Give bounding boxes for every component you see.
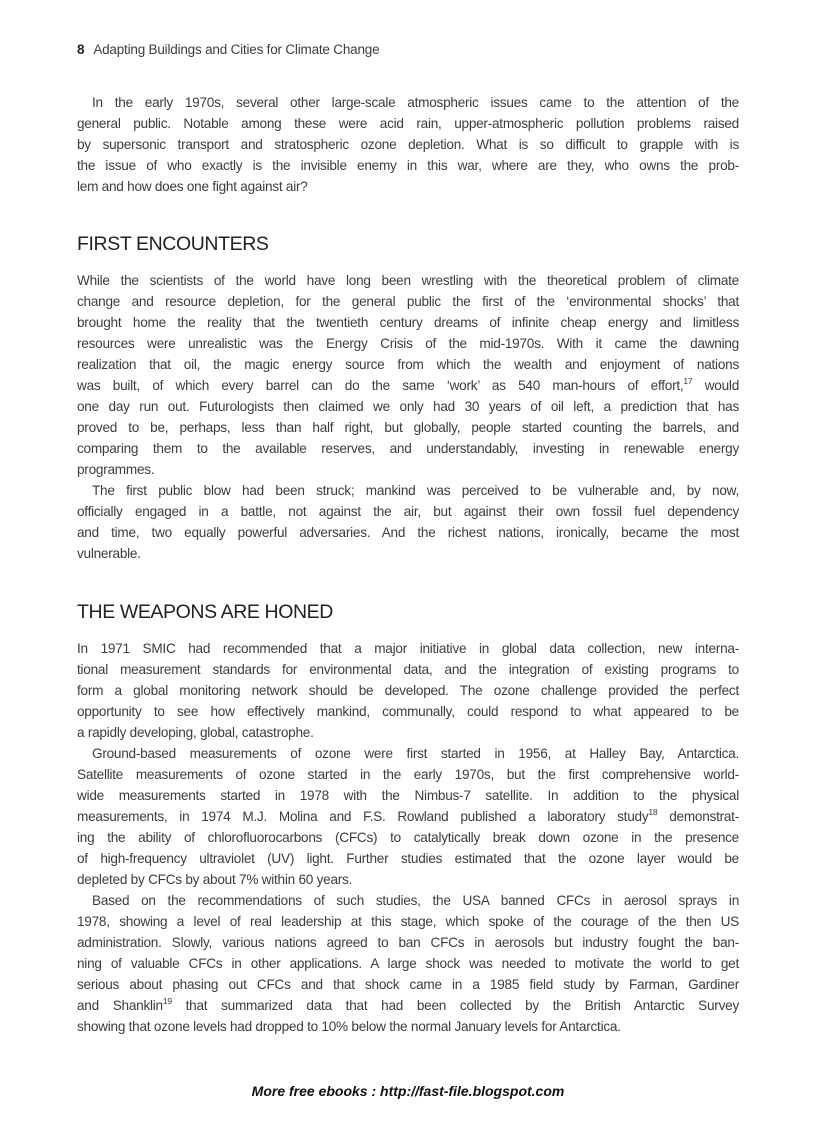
text-line: In the early 1970s, several other large-scale atmospheric issues came to the attention of the xyxy=(92,95,739,110)
text-line: proved to be, perhaps, less than half right, but globally, people started counting the barrels, and xyxy=(77,420,739,435)
text-line: tional measurement standards for environmental data, and the integration of existing programs to xyxy=(77,662,739,677)
text-line: ing the ability of chlorofluorocarbons (CFCs) to catalytically break down ozone in the presence xyxy=(77,830,739,845)
text-line: officially engaged in a battle, not against the air, but against their own fossil fuel dependency xyxy=(77,504,739,519)
footnote-ref: 19 xyxy=(162,996,172,1006)
text-line: vulnerable. xyxy=(77,546,141,561)
text-line: change and resource depletion, for the general public the first of the ‘environmental shocks’ that xyxy=(77,294,739,309)
text-segment: measurements, in 1974 M.J. Molina and F.S. Rowland published a laboratory study xyxy=(77,809,649,824)
text-line: programmes. xyxy=(77,462,155,477)
text-line: the issue of who exactly is the invisible enemy in this war, where are they, who owns the prob- xyxy=(77,158,739,173)
text-line: comparing them to the available reserves, and understandably, investing in renewable energy xyxy=(77,441,739,456)
text-line: general public. Notable among these were acid rain, upper-atmospheric pollution problems raised xyxy=(77,116,739,131)
text-line xyxy=(77,375,739,396)
paragraph xyxy=(77,743,739,890)
text-line: 1978, showing a level of real leadership at this stage, which spoke of the courage of the then US xyxy=(77,914,739,929)
running-header xyxy=(77,42,379,57)
text-line: form a global monitoring network should be developed. The ozone challenge provided the perfect xyxy=(77,683,739,698)
text-line: In 1971 SMIC had recommended that a major initiative in global data collection, new interna- xyxy=(77,641,739,656)
text-line: administration. Slowly, various nations agreed to ban CFCs in aerosols but industry fought the ban- xyxy=(77,935,739,950)
footnote-ref: 17 xyxy=(683,376,693,386)
text-line: by supersonic transport and stratospheric ozone depletion. What is so difficult to grapple with is xyxy=(77,137,739,152)
paragraph xyxy=(77,480,739,564)
text-line: brought home the reality that the twentieth century dreams of infinite cheap energy and limitless xyxy=(77,315,739,330)
paragraph xyxy=(77,638,739,743)
footnote-ref: 18 xyxy=(648,807,658,817)
text-line: While the scientists of the world have long been wrestling with the theoretical problem of climate xyxy=(77,273,739,288)
text-segment: and Shanklin xyxy=(77,998,163,1013)
text-line: resources were unrealistic was the Energy Crisis of the mid-1970s. With it came the dawning xyxy=(77,336,739,351)
text-line: wide measurements started in 1978 with the Nimbus-7 satellite. In addition to the physical xyxy=(77,788,739,803)
text-line xyxy=(77,806,739,827)
text-line: Based on the recommendations of such studies, the USA banned CFCs in aerosol sprays in xyxy=(92,893,739,908)
text-line xyxy=(77,995,739,1016)
text-line: The first public blow had been struck; mankind was perceived to be vulnerable and, by now, xyxy=(92,483,739,498)
intro-text xyxy=(77,92,739,197)
footer-link[interactable]: More free ebooks : http://fast-file.blogspot.com xyxy=(251,1083,565,1099)
text-line: Satellite measurements of ozone started in the early 1970s, but the first comprehensive world- xyxy=(77,767,739,782)
section-heading-first-encounters: FIRST ENCOUNTERS xyxy=(77,233,269,255)
text-line: serious about phasing out CFCs and that shock came in a 1985 field study by Farman, Gardiner xyxy=(77,977,739,992)
text-line: lem and how does one fight against air? xyxy=(77,179,308,194)
text-line: ning of valuable CFCs in other applications. A large shock was needed to motivate the world to get xyxy=(77,956,739,971)
text-line: depleted by CFCs by about 7% within 60 years. xyxy=(77,872,353,887)
text-line: showing that ozone levels had dropped to 10% below the normal January levels for Antarctica. xyxy=(77,1019,621,1034)
section-weapons-honed-text xyxy=(77,638,739,1037)
section-heading-weapons-are-honed: THE WEAPONS ARE HONED xyxy=(77,601,333,623)
text-line: one day run out. Futurologists then claimed we only had 30 years of oil left, a prediction that has xyxy=(77,399,739,414)
text-line: realization that oil, the magic energy source from which the wealth and enjoyment of nations xyxy=(77,357,739,372)
text-line: and time, two equally powerful adversaries. And the richest nations, ironically, became the most xyxy=(77,525,739,540)
text-segment: was built, of which every barrel can do the same ‘work’ as 540 man-hours of effort, xyxy=(77,378,684,393)
text-segment: would xyxy=(692,378,740,393)
text-line: a rapidly developing, global, catastrophe. xyxy=(77,725,314,740)
text-segment: demonstrat- xyxy=(657,809,739,824)
paragraph xyxy=(77,92,739,197)
text-segment: that summarized data that had been collected by the British Antarctic Survey xyxy=(171,998,739,1013)
paragraph xyxy=(77,270,739,480)
section-first-encounters-text xyxy=(77,270,739,564)
page-number: 8 xyxy=(77,42,85,57)
text-line: of high-frequency ultraviolet (UV) light. Further studies estimated that the ozone layer would be xyxy=(77,851,739,866)
paragraph xyxy=(77,890,739,1037)
text-line: Ground-based measurements of ozone were first started in 1956, at Halley Bay, Antarctica. xyxy=(92,746,739,761)
text-line: opportunity to see how effectively mankind, communally, could respond to what appeared to be xyxy=(77,704,739,719)
running-title: Adapting Buildings and Cities for Climate Change xyxy=(93,42,380,57)
